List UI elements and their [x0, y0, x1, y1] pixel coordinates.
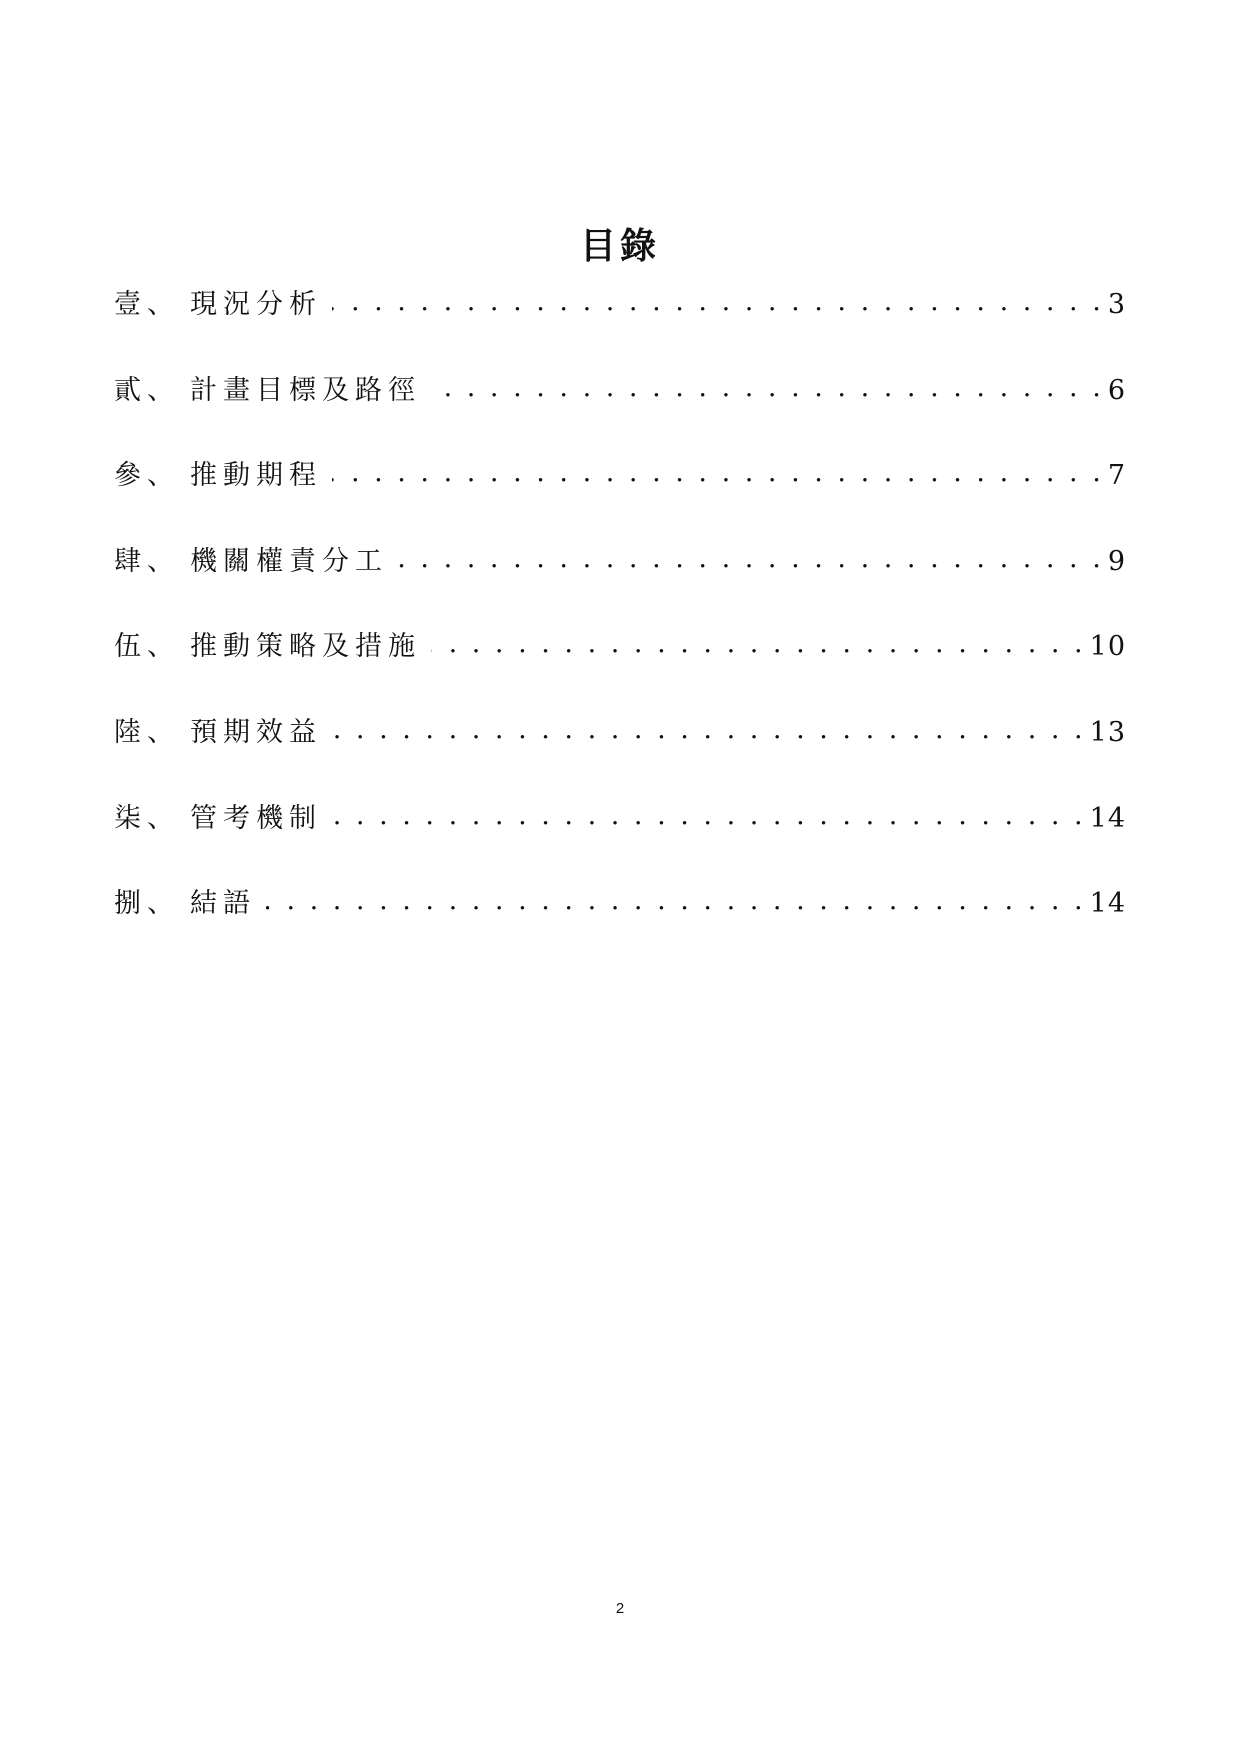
- toc-leader-dots: [332, 800, 1086, 827]
- toc-leader-dots: [398, 543, 1104, 570]
- toc-entry-number: 參: [114, 460, 147, 492]
- toc-entry[interactable]: [114, 368, 1126, 454]
- toc-entry-page: 7: [1107, 460, 1126, 492]
- toc-entry-label: 現況分析: [190, 289, 322, 320]
- toc-entry-label: 推動策略及措施: [190, 631, 421, 663]
- toc-entry-label: 管考機制: [190, 802, 322, 834]
- toc-entry-separator: 、: [147, 289, 180, 320]
- toc-entry-separator: 、: [147, 888, 180, 920]
- toc-entry-number: 柒: [114, 802, 147, 834]
- toc-entry[interactable]: [114, 453, 1126, 539]
- toc-entry-separator: 、: [147, 802, 180, 834]
- toc-entry-label: 推動期程: [190, 460, 322, 492]
- page-number: 2: [615, 1600, 625, 1617]
- toc-entry-number: 肆: [114, 545, 147, 577]
- toc-entry[interactable]: [114, 282, 1126, 368]
- toc-entry-page: 14: [1089, 888, 1126, 920]
- page-title: 目錄: [579, 226, 660, 267]
- toc-entry[interactable]: [114, 796, 1126, 882]
- toc-entry-number: 伍: [114, 631, 147, 663]
- toc-entry-number: 貳: [114, 374, 147, 406]
- toc-entry-label: 結語: [190, 888, 256, 920]
- toc-entry-label: 計畫目標及路徑: [190, 374, 421, 406]
- toc-entry-label: 預期效益: [190, 716, 322, 748]
- toc-entry-separator: 、: [147, 460, 180, 492]
- toc-entry[interactable]: [114, 710, 1126, 796]
- toc-entry-separator: 、: [147, 716, 180, 748]
- toc-leader-dots: [266, 885, 1086, 912]
- toc-leader-dots: [332, 286, 1104, 313]
- toc-entry-page: 14: [1089, 802, 1126, 834]
- toc-entry-label: 機關權責分工: [190, 545, 388, 577]
- toc-entry-number: 捌: [114, 888, 147, 920]
- toc-leader-dots: [332, 714, 1086, 741]
- table-of-contents: [114, 282, 1126, 967]
- toc-entry-separator: 、: [147, 631, 180, 663]
- toc-entry-page: 9: [1107, 545, 1126, 577]
- toc-entry-number: 壹: [114, 289, 147, 320]
- toc-leader-dots: [431, 372, 1104, 399]
- toc-entry-page: 3: [1107, 289, 1126, 320]
- toc-entry-separator: 、: [147, 545, 180, 577]
- toc-entry[interactable]: [114, 539, 1126, 625]
- toc-entry-number: 陸: [114, 716, 147, 748]
- toc-entry[interactable]: [114, 624, 1126, 710]
- toc-entry[interactable]: [114, 881, 1126, 967]
- toc-leader-dots: [431, 628, 1086, 655]
- toc-entry-page: 13: [1089, 716, 1126, 748]
- toc-entry-page: 10: [1089, 631, 1126, 663]
- toc-entry-separator: 、: [147, 374, 180, 406]
- toc-entry-page: 6: [1107, 374, 1126, 406]
- toc-leader-dots: [332, 457, 1104, 484]
